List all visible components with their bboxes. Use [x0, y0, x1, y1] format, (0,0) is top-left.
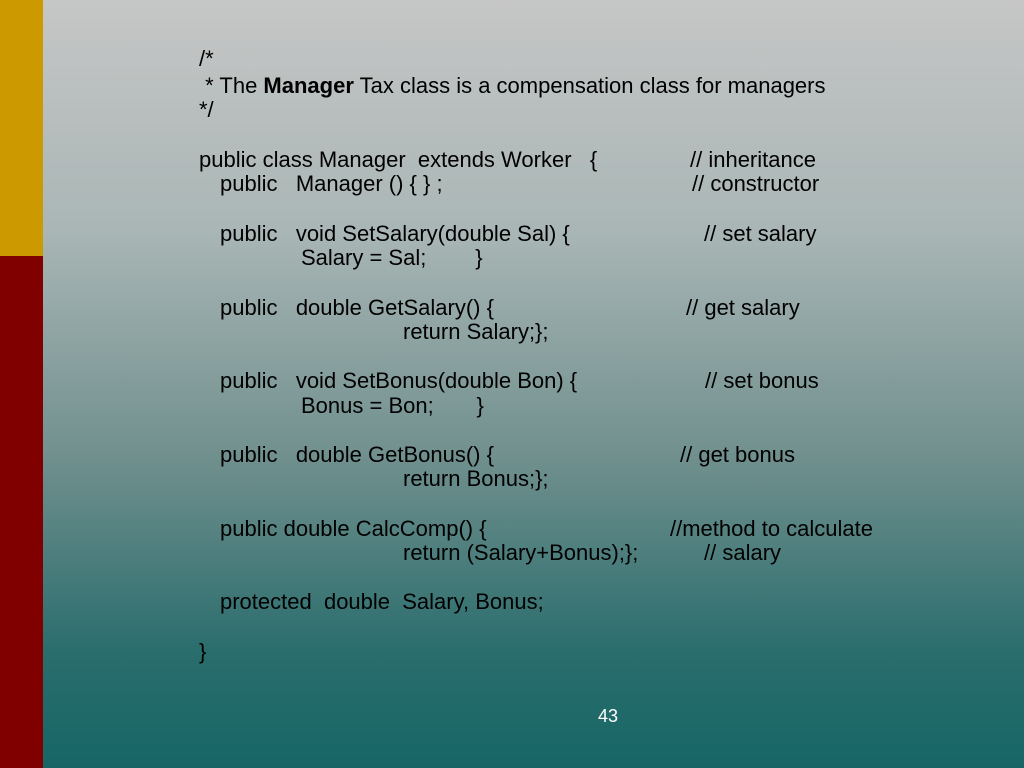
- set-salary-comment: // set salary: [704, 221, 817, 246]
- comment-open: /*: [199, 46, 214, 71]
- closing-brace: }: [199, 639, 207, 664]
- constructor-line: public Manager () { } ;: [220, 171, 443, 196]
- set-bonus-line: public void SetBonus(double Bon) {: [220, 368, 578, 393]
- get-salary-body: return Salary;};: [403, 319, 549, 344]
- calc-comp-comment: //method to calculate: [670, 516, 874, 541]
- class-comment: // inheritance: [690, 147, 816, 172]
- comment-prefix: * The: [199, 73, 264, 98]
- calc-comp-line: public double CalcComp() {: [220, 516, 487, 541]
- get-salary-comment: // get salary: [686, 295, 800, 320]
- set-bonus-body: Bonus = Bon; }: [301, 393, 484, 418]
- get-bonus-line: public double GetBonus() {: [220, 442, 494, 467]
- get-bonus-comment: // get bonus: [680, 442, 795, 467]
- set-salary-line: public void SetSalary(double Sal) {: [220, 221, 570, 246]
- calc-comp-body: return (Salary+Bonus);};: [403, 540, 639, 565]
- get-bonus-body: return Bonus;};: [403, 466, 549, 491]
- page-number: 43: [598, 706, 619, 726]
- comment-suffix: Tax class is a compensation class for managers: [353, 73, 826, 98]
- comment-bold-word: Manager: [263, 73, 354, 98]
- class-declaration: public class Manager extends Worker {: [199, 147, 598, 172]
- calc-comp-body-comment: // salary: [704, 540, 782, 565]
- constructor-comment: // constructor: [692, 171, 820, 196]
- set-salary-body: Salary = Sal; }: [301, 245, 483, 270]
- comment-close: */: [199, 97, 214, 122]
- get-salary-line: public double GetSalary() {: [220, 295, 494, 320]
- fields-declaration: protected double Salary, Bonus;: [220, 589, 544, 614]
- comment-description: [199, 73, 826, 98]
- set-bonus-comment: // set bonus: [705, 368, 819, 393]
